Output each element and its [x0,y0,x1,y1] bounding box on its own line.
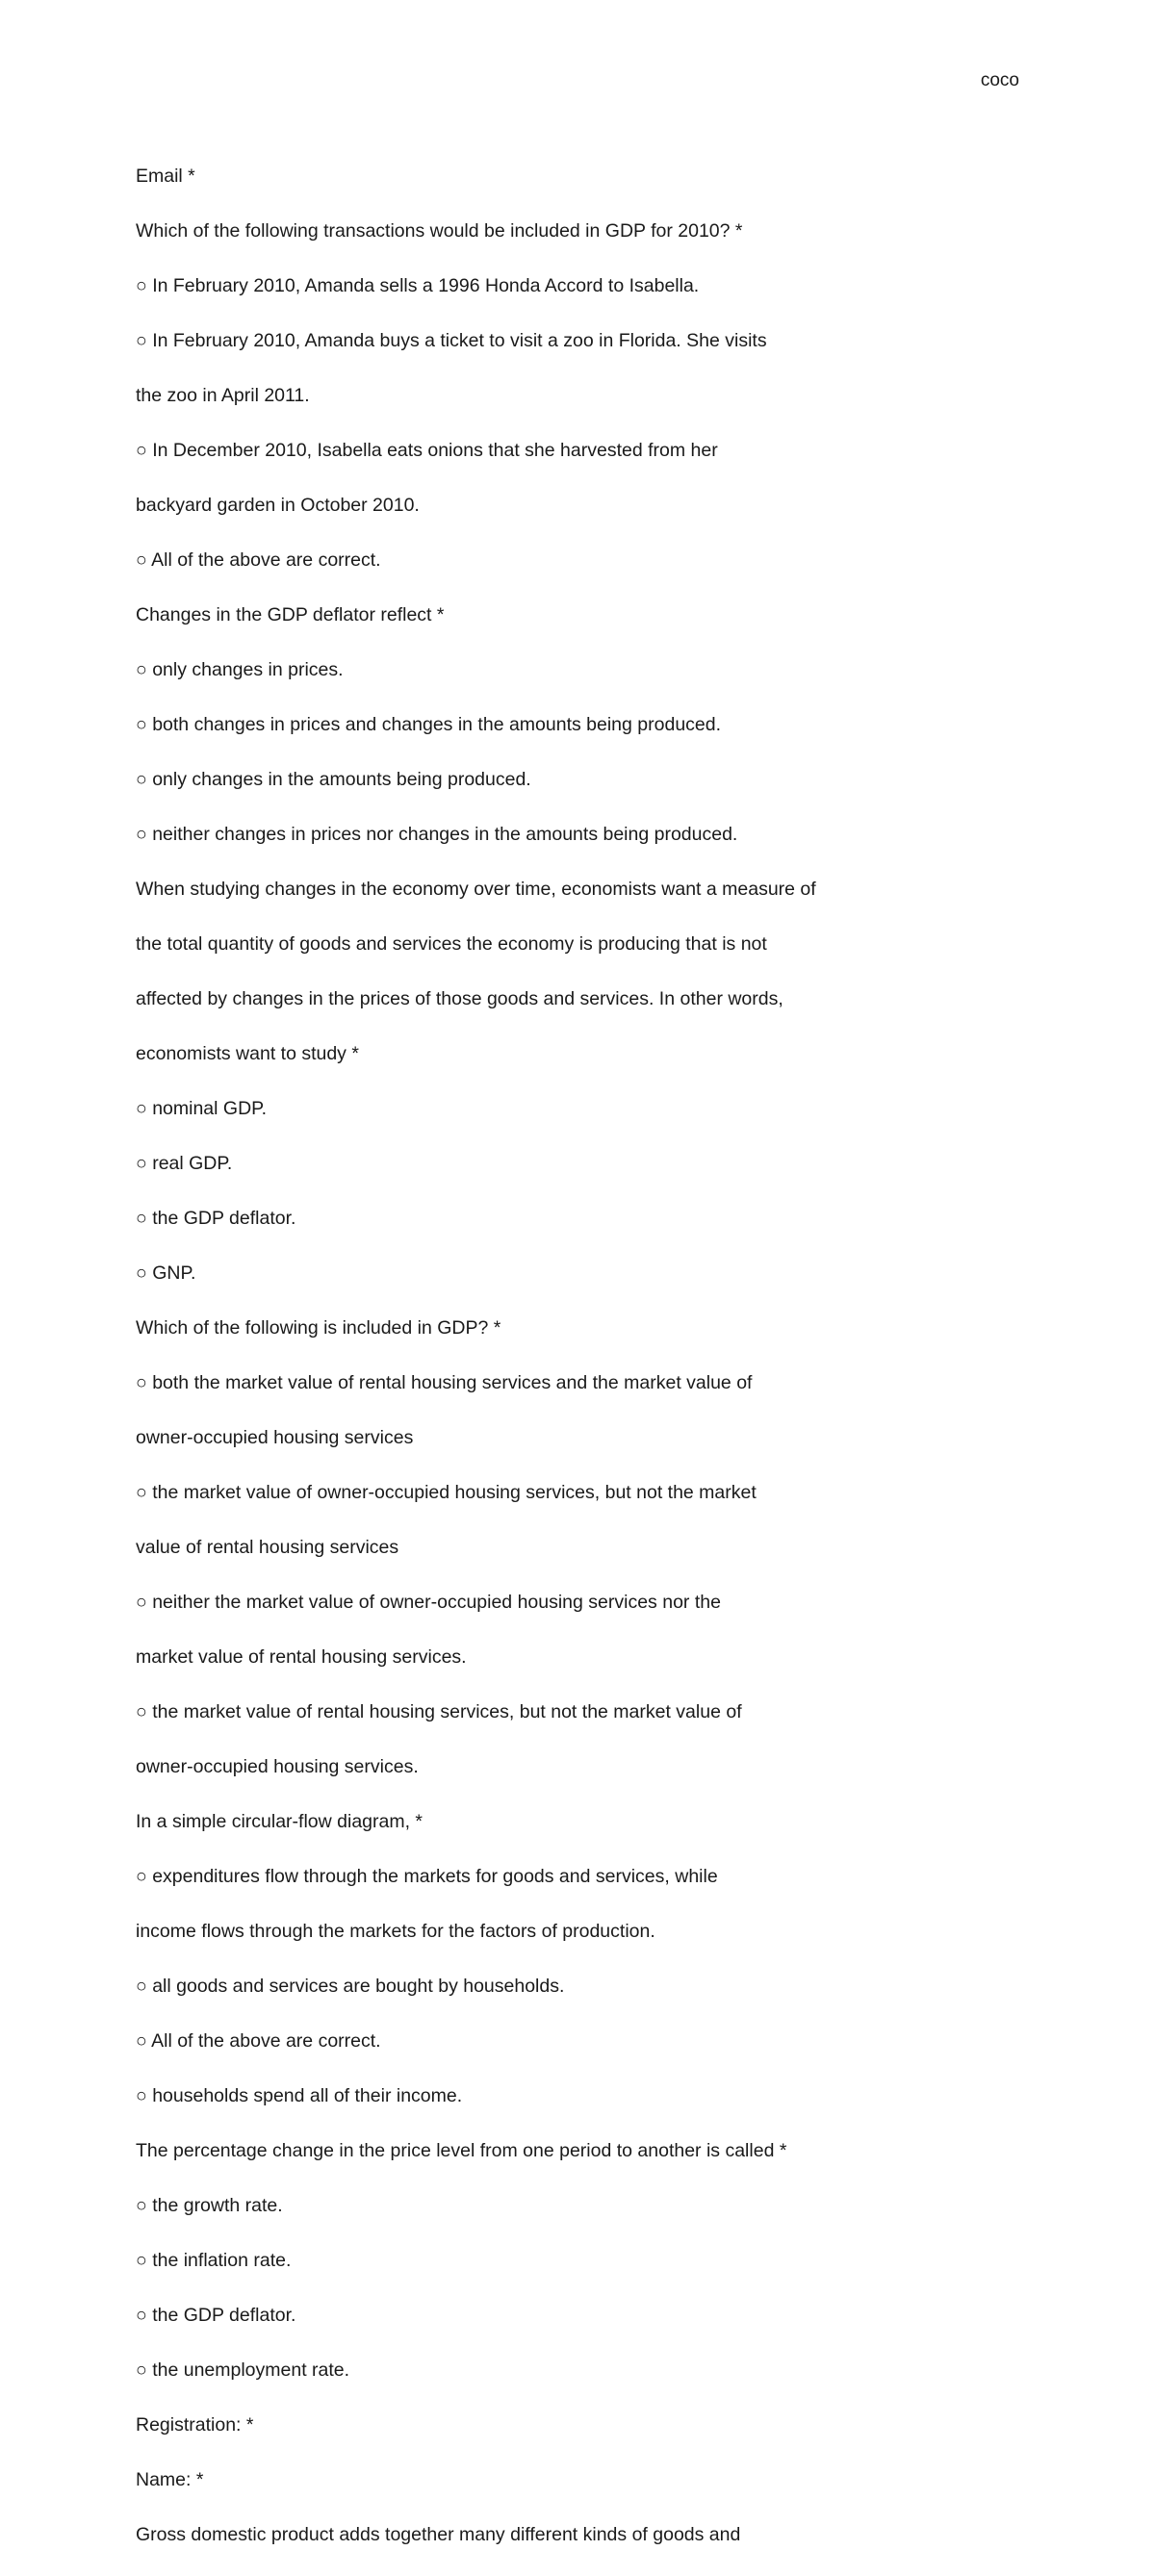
line: backyard garden in October 2010. [136,494,420,516]
line: Which of the following is included in GDP? * [136,1316,501,1339]
line: When studying changes in the economy over time, economists want a measure of [136,878,816,900]
line: Which of the following transactions would be included in GDP for 2010? * [136,219,743,242]
line: ○ only changes in prices. [136,658,344,680]
line: ○ only changes in the amounts being produced. [136,768,531,790]
line: value of rental housing services [136,1536,399,1558]
line: ○ the GDP deflator. [136,1207,296,1229]
line: ○ In February 2010, Amanda sells a 1996 Honda Accord to Isabella. [136,274,700,296]
line: ○ the inflation rate. [136,2249,292,2271]
line: ○ GNP. [136,1262,196,1284]
line: income flows through the markets for the factors of production. [136,1920,655,1942]
line: Changes in the GDP deflator reflect * [136,603,445,625]
line: The percentage change in the price level from one period to another is called * [136,2139,787,2161]
line: ○ All of the above are correct. [136,2029,381,2052]
line: affected by changes in the prices of those goods and services. In other words, [136,987,783,1009]
line: ○ real GDP. [136,1152,233,1174]
line: ○ neither the market value of owner-occupied housing services nor the [136,1591,721,1613]
line: Registration: * [136,2413,254,2436]
line: Email * [136,165,195,187]
line: ○ both the market value of rental housing services and the market value of [136,1371,753,1393]
line: ○ the GDP deflator. [136,2304,296,2326]
line: owner-occupied housing services. [136,1755,419,1777]
line: ○ the market value of owner-occupied housing services, but not the market [136,1481,757,1503]
line: ○ expenditures flow through the markets for goods and services, while [136,1865,718,1887]
line: ○ neither changes in prices nor changes in the amounts being produced. [136,823,738,845]
line: owner-occupied housing services [136,1426,414,1448]
header-name: coco [980,70,1019,90]
line: In a simple circular-flow diagram, * [136,1810,424,1832]
line: ○ In December 2010, Isabella eats onions that she harvested from her [136,439,718,461]
line: ○ the unemployment rate. [136,2359,350,2381]
line: ○ In February 2010, Amanda buys a ticket to visit a zoo in Florida. She visits [136,329,767,351]
line: the total quantity of goods and services the economy is producing that is not [136,932,767,955]
line: the zoo in April 2011. [136,384,310,406]
line: ○ nominal GDP. [136,1097,268,1119]
document-body [136,135,906,2576]
line: ○ the growth rate. [136,2194,283,2216]
line: Gross domestic product adds together many different kinds of goods and [136,2523,741,2545]
line: ○ all goods and services are bought by households. [136,1975,565,1997]
line: ○ All of the above are correct. [136,548,381,571]
line: ○ both changes in prices and changes in the amounts being produced. [136,713,722,735]
line: ○ the market value of rental housing services, but not the market value of [136,1700,742,1722]
line: ○ households spend all of their income. [136,2084,463,2106]
line: Name: * [136,2468,204,2490]
line: market value of rental housing services. [136,1645,467,1668]
line: economists want to study * [136,1042,359,1064]
